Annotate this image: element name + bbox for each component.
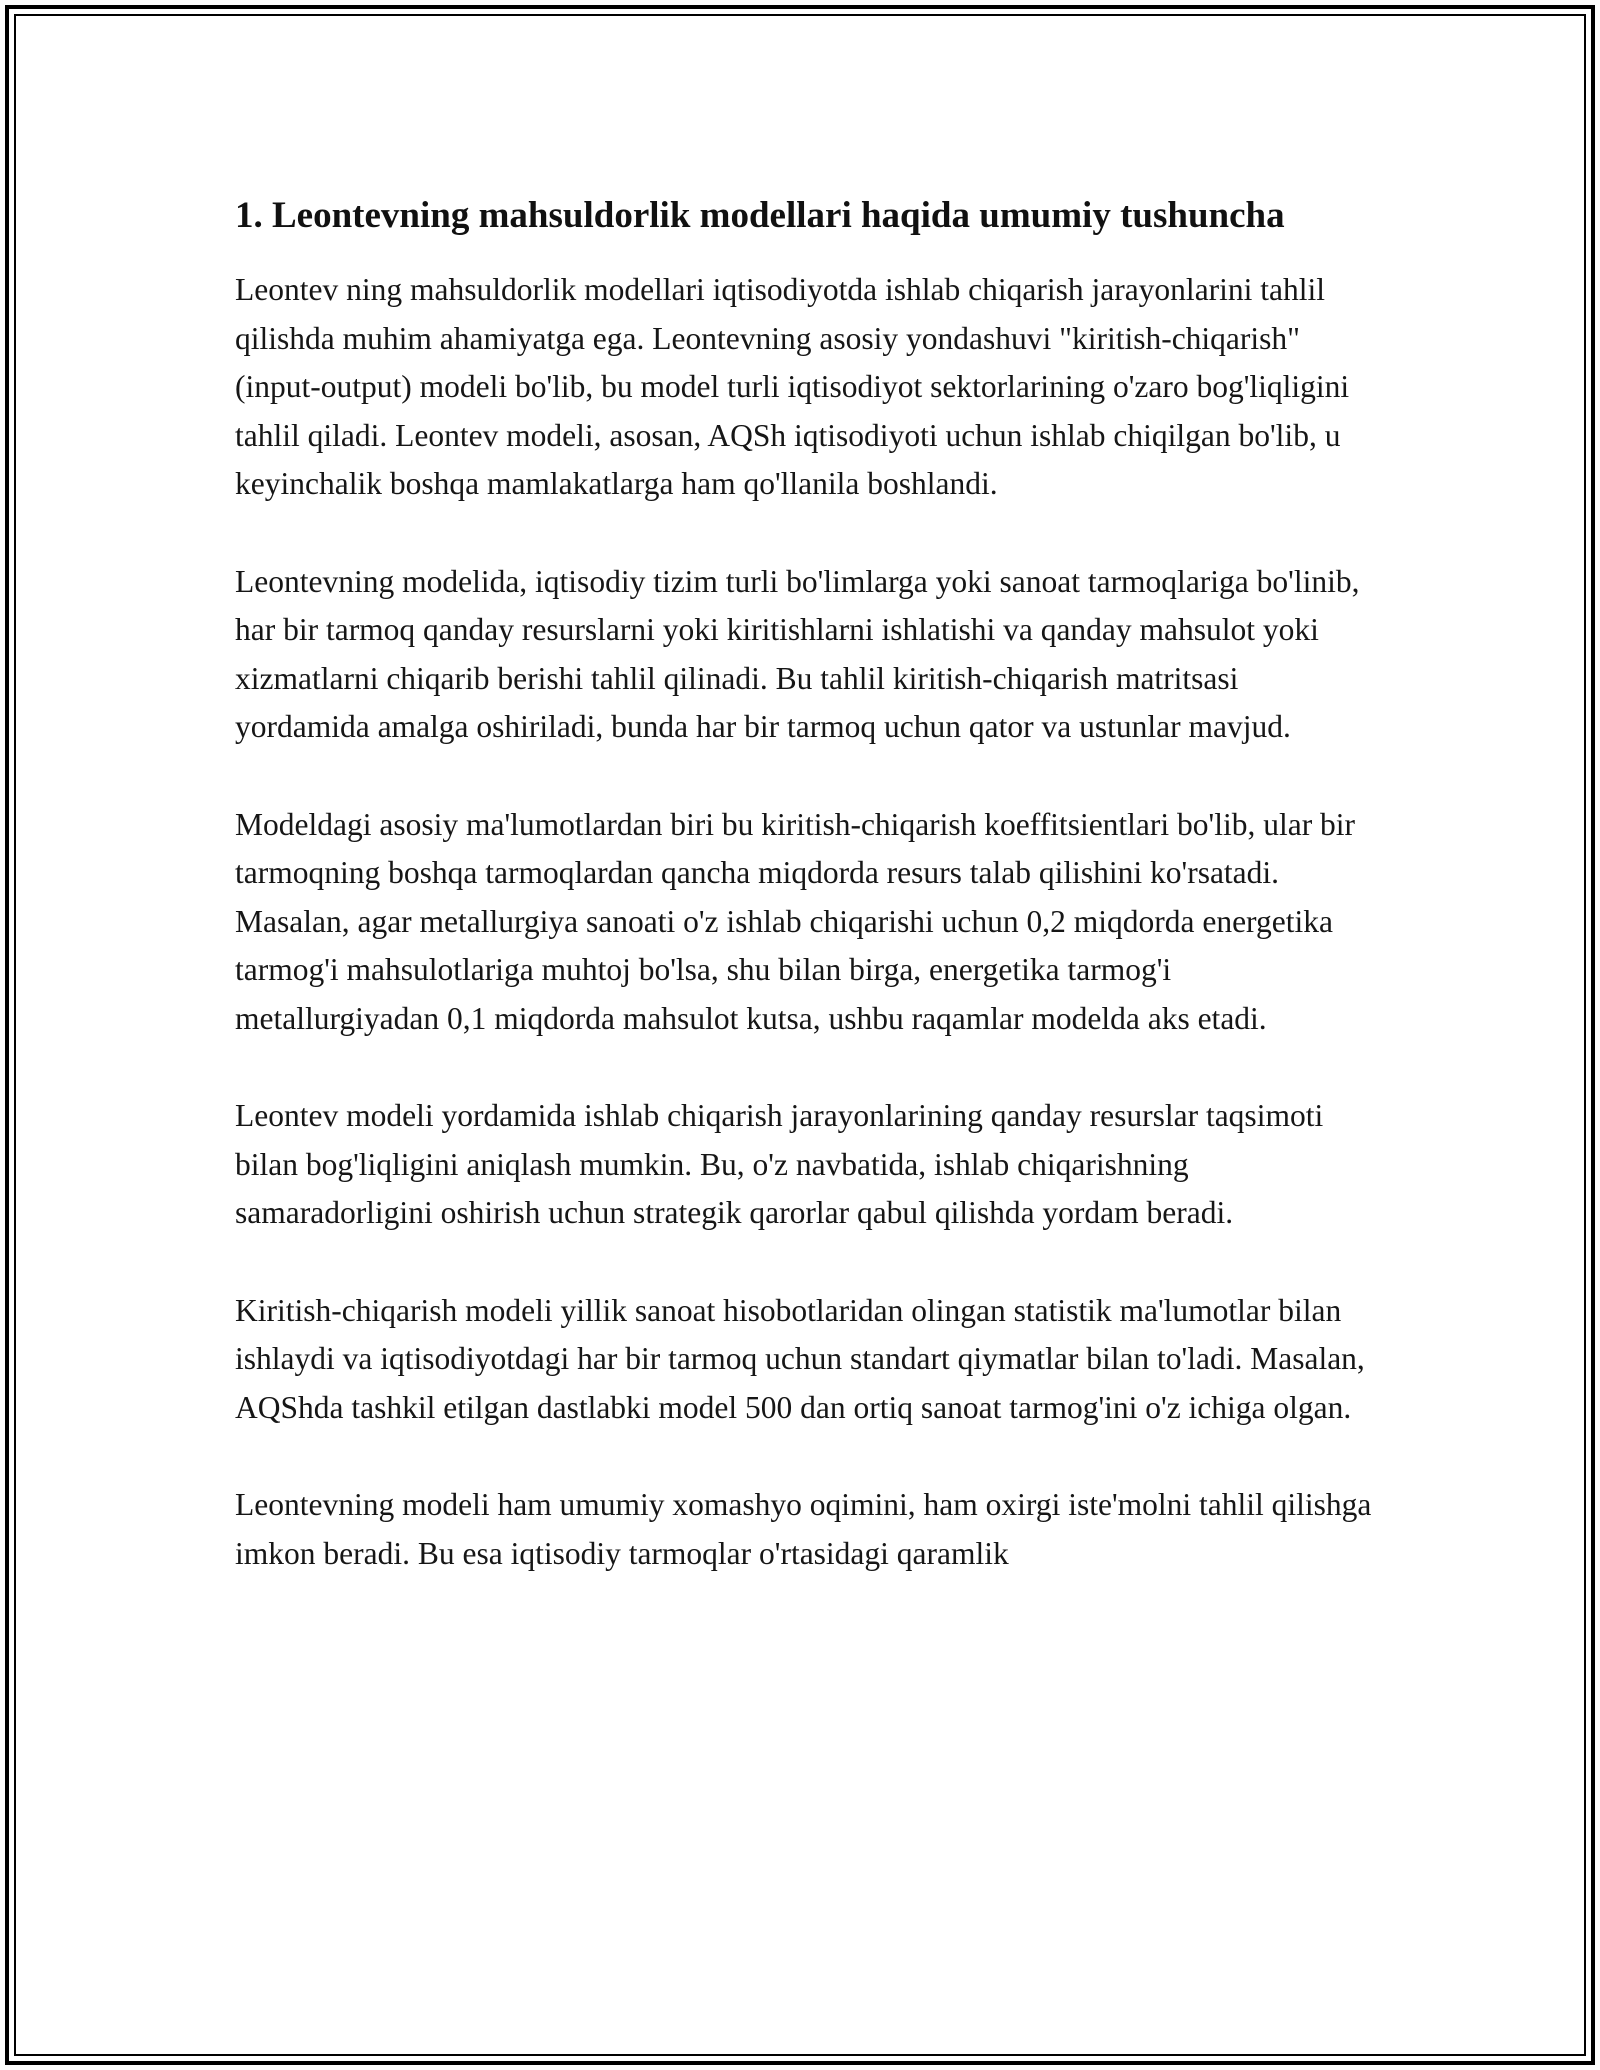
paragraph-6: Leontevning modeli ham umumiy xomashyo oqimini, ham oxirgi iste'molni tahlil qilishga imkon beradi. Bu esa iqtisodiy tarmoqlar o'rtasidagi qaramlik <box>235 1487 1372 1571</box>
paragraph-4: Leontev modeli yordamida ishlab chiqarish jarayonlarining qanday resurslar taqsimoti bilan bog'liqligini aniqlash mumkin. Bu, o'z navbatida, ishlab chiqarishning samaradorligini oshirish uchun strategik qarorlar qabul qilishda yordam beradi. <box>235 1098 1324 1230</box>
document-body <box>235 188 1375 1627</box>
paragraph-3: Modeldagi asosiy ma'lumotlardan biri bu kiritish-chiqarish koeffitsientlari bo'lib, ular bir tarmoqning boshqa tarmoqlardan qancha miqdorda resurs talab qilishini ko'rsatadi. Masalan, agar metallurgiya sanoati o'z ishlab chiqarishi uchun 0,2 miqdorda energetika tarmog'i mahsulotlariga muhtoj bo'lsa, shu bilan birga, energetika tarmog'i metallurgiyadan 0,1 miqdorda mahsulot kutsa, ushbu raqamlar modelda aks etadi. <box>235 806 1356 1036</box>
paragraph-1: Leontev ning mahsuldorlik modellari iqtisodiyotda ishlab chiqarish jarayonlarini tahlil qilishda muhim ahamiyatga ega. Leontevning asosiy yondashuvi "kiritish-chiqarish" (input-output) modeli bo'lib, bu model turli iqtisodiyot sektorlarining o'zaro bog'liqligini tahlil qiladi. Leontev modeli, asosan, AQSh iqtisodiyoti uchun ishlab chiqilgan bo'lib, u keyinchalik boshqa mamlakatlarga ham qo'llanila boshlandi. <box>235 272 1350 501</box>
paragraph-5: Kiritish-chiqarish modeli yillik sanoat hisobotlaridan olingan statistik ma'lumotlar bilan ishlaydi va iqtisodiyotdagi har bir tarmoq uchun standart qiymatlar bilan to'ladi. Masalan, AQShda tashkil etilgan dastlabki model 500 dan ortiq sanoat tarmog'ini o'z ichiga olgan. <box>235 1292 1365 1425</box>
section-heading: 1. Leontevning mahsuldorlik modellari haqida umumiy tushuncha <box>235 195 1285 236</box>
paragraph-2: Leontevning modelida, iqtisodiy tizim turli bo'limlarga yoki sanoat tarmoqlariga bo'linib, har bir tarmoq qanday resurslarni yoki kiritishlarni ishlatishi va qanday mahsulot yoki xizmatlarni chiqarib berishi tahlil qilinadi. Bu tahlil kiritish-chiqarish matritsasi yordamida amalga oshiriladi, bunda har bir tarmoq uchun qator va ustunlar mavjud. <box>235 563 1360 744</box>
